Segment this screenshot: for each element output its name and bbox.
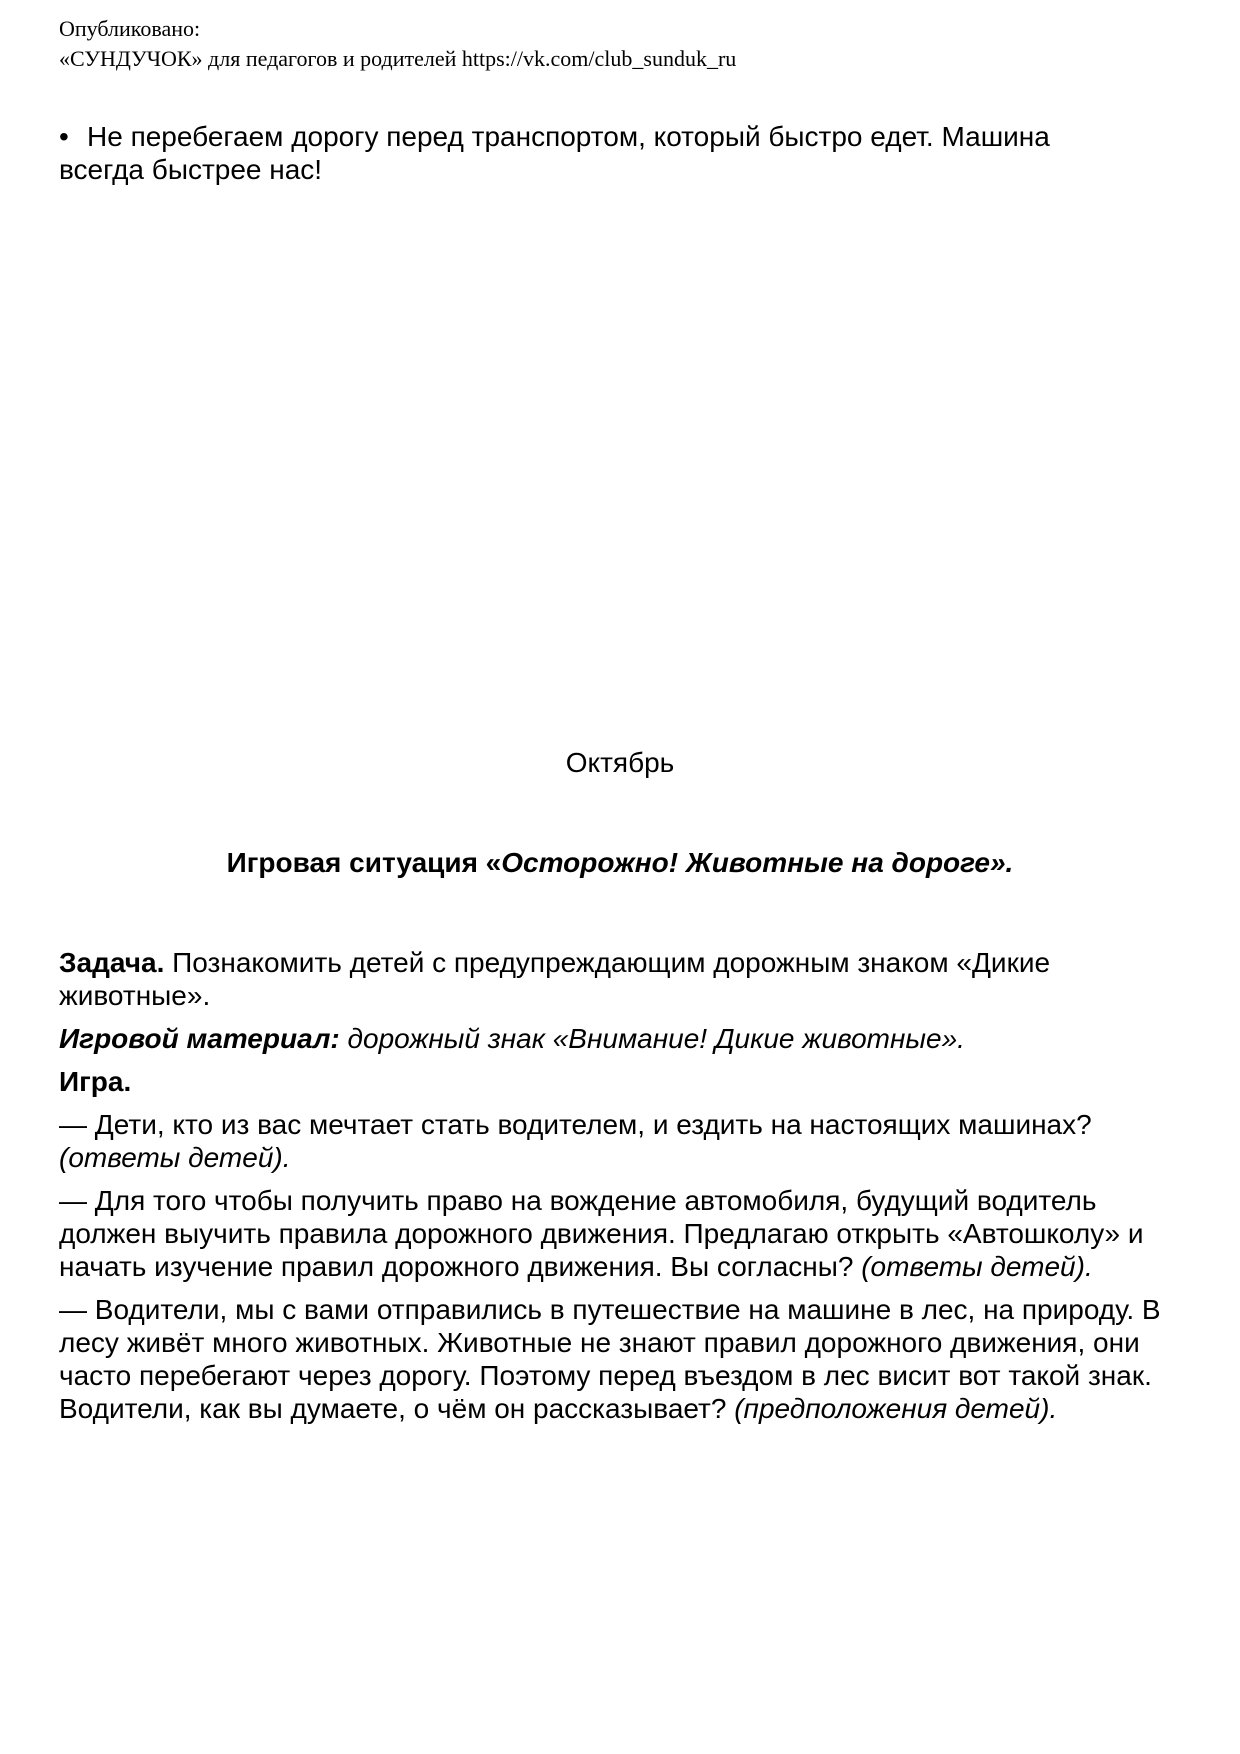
material-label: Игровой материал: (59, 1023, 340, 1054)
dialogue-note: (предположения детей). (734, 1393, 1058, 1424)
material-text: дорожный знак «Внимание! Дикие животные». (339, 1023, 965, 1054)
dialogue-note: (ответы детей). (861, 1251, 1093, 1282)
heading-prefix: Игровая ситуация « (226, 847, 502, 878)
published-label: Опубликовано: (59, 16, 201, 41)
dialogue-note: (ответы детей). (59, 1142, 291, 1173)
bullet-dot-icon: • (59, 121, 69, 152)
bullet-item (59, 120, 1129, 186)
heading-title: Осторожно! Животные на дороге». (501, 847, 1014, 878)
publication-header (59, 14, 1159, 74)
source-line: «СУНДУЧОК» для педагогов и родителей https://vk.com/club_sunduk_ru (59, 46, 737, 71)
task-paragraph (59, 946, 1179, 1012)
lesson-content (59, 946, 1179, 1435)
task-label: Задача. (59, 947, 165, 978)
material-paragraph (59, 1022, 1179, 1055)
dialogue-paragraph (59, 1293, 1179, 1425)
dialogue-paragraph (59, 1108, 1179, 1174)
month-title: Октябрь (565, 747, 675, 778)
bullet-text: Не перебегаем дорогу перед транспортом, который быстро едет. Машина всегда быстрее нас! (59, 121, 1050, 185)
game-label: Игра. (59, 1066, 132, 1097)
dialogue-speech: — Водители, мы с вами отправились в путешествие на машине в лес, на природу. В лесу живёт много животных. Животные не знают правил дорожного движения, они часто перебегают через дорогу. Поэтому перед въездом в лес висит вот такой знак. Водители, как вы думаете, о чём он рассказывает? (59, 1294, 1161, 1424)
task-text: Познакомить детей с предупреждающим дорожным знаком «Дикие животные». (59, 947, 1051, 1011)
dialogue-speech: — Дети, кто из вас мечтает стать водителем, и ездить на настоящих машинах? (59, 1109, 1092, 1140)
section-heading (0, 846, 1240, 879)
dialogue-speech: — Для того чтобы получить право на вождение автомобиля, будущий водитель должен выучить правила дорожного движения. Предлагаю открыть «Автошколу» и начать изучение правил дорожного движения. Вы согласны? (59, 1185, 1144, 1282)
dialogue-paragraph (59, 1184, 1179, 1283)
